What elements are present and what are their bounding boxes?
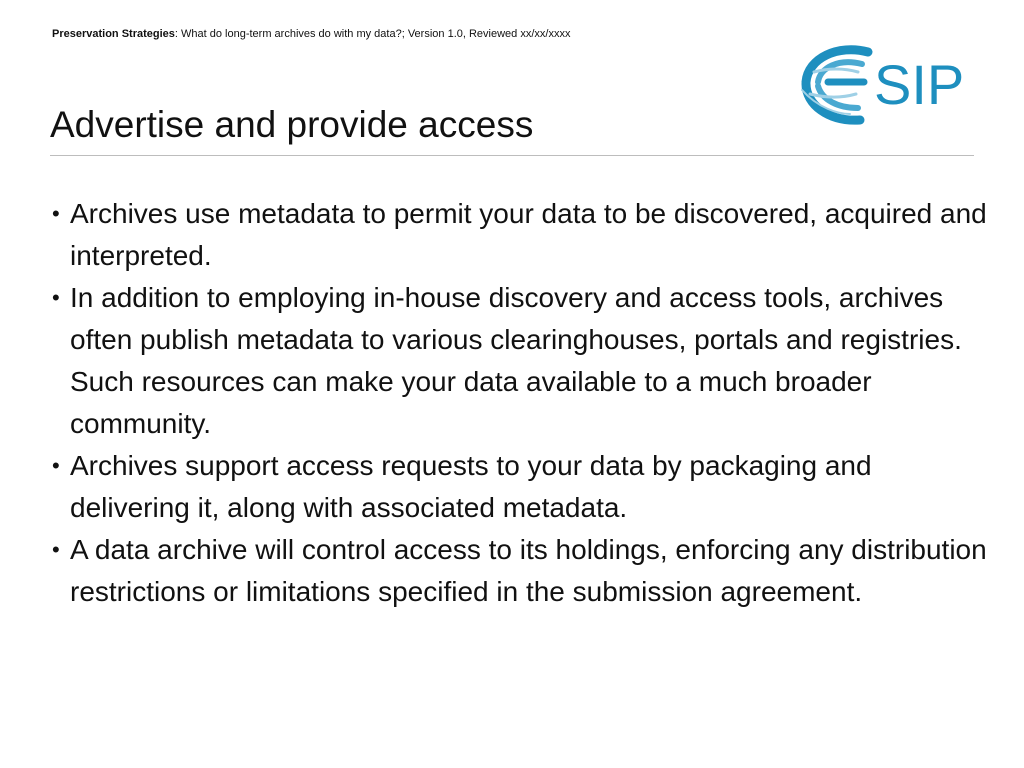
bullet-text: Archives support access requests to your data by packaging and delivering it, along with associated metadata. [70, 450, 872, 523]
bullet-item [52, 193, 992, 277]
bullet-glyph: • [52, 537, 60, 562]
bullet-glyph: • [52, 201, 60, 226]
header-line [52, 28, 570, 40]
esip-logo-icon [798, 38, 972, 138]
bullet-text: In addition to employing in-house discovery and access tools, archives often publish metadata to various clearinghouses, portals and registries. Such resources can make your data available to a much broader community. [70, 282, 962, 439]
bullet-text: A data archive will control access to its holdings, enforcing any distribution restrictions or limitations specified in the submission agreement. [70, 534, 987, 607]
title-divider [50, 155, 974, 156]
bullet-glyph: • [52, 285, 60, 310]
header-strong: Preservation Strategies [52, 28, 175, 40]
logo-text: SIP [874, 53, 965, 116]
bullet-glyph: • [52, 453, 60, 478]
bullet-item [52, 445, 992, 529]
bullet-item [52, 277, 992, 445]
slide-title: Advertise and provide access [50, 104, 534, 145]
header-rest: : What do long-term archives do with my data?; Version 1.0, Reviewed xx/xx/xxxx [174, 28, 571, 40]
bullet-list [52, 193, 992, 613]
bullet-text: Archives use metadata to permit your data to be discovered, acquired and interpreted. [70, 198, 987, 271]
bullet-item [52, 529, 992, 613]
